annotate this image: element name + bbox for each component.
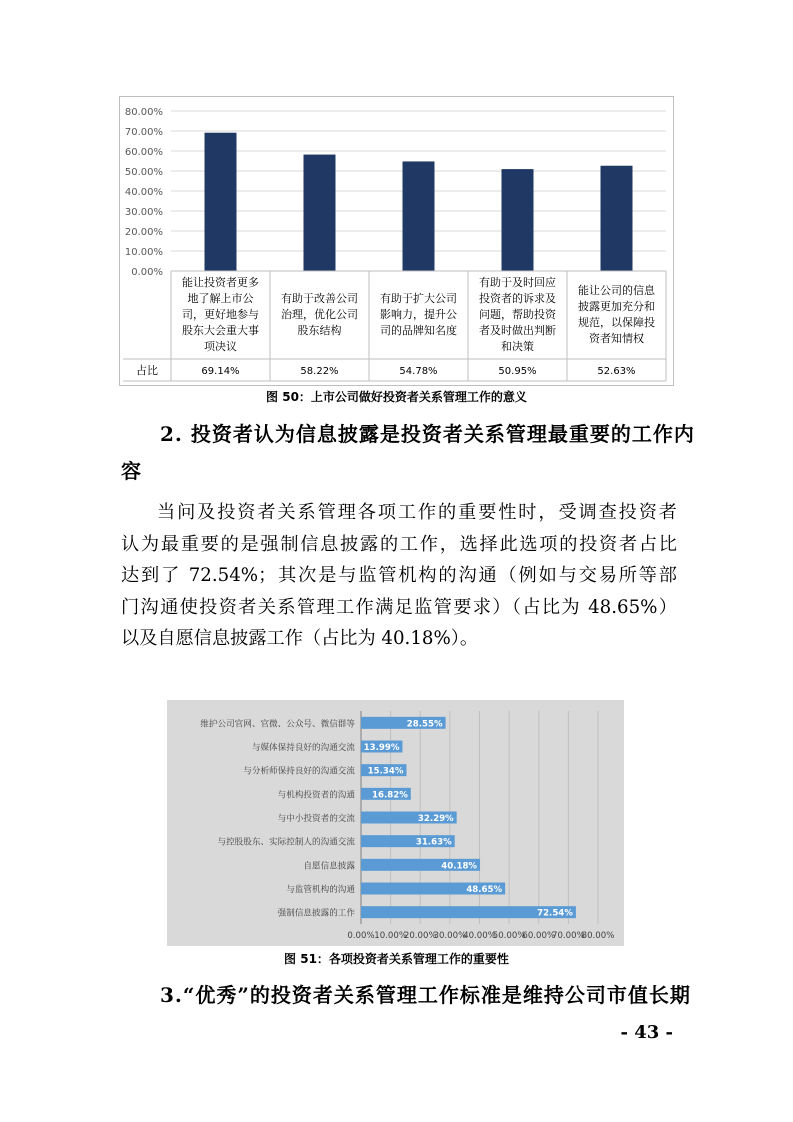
section-heading-2-line2: 容 (121, 459, 142, 483)
paragraph-line: 达到了 72.54%；其次是与监管机构的沟通（例如与交易所等部 (121, 565, 677, 586)
category-label: 与机构投资者的沟通 (277, 790, 355, 801)
bar (601, 166, 633, 271)
section-heading-2-line1: 2. 投资者认为信息披露是投资者关系管理最重要的工作内 (160, 422, 695, 446)
category-label-line: 披露更加充分和 (578, 300, 655, 313)
table-series-label: 占比 (136, 364, 158, 377)
table-value: 58.22% (300, 366, 339, 377)
y-tick-label: 40.00% (124, 187, 163, 198)
x-tick-label: 60.00% (522, 931, 556, 941)
bar (304, 155, 336, 271)
y-tick-label: 70.00% (124, 127, 163, 138)
x-tick-label: 0.00% (347, 931, 375, 941)
figure-51-chart (167, 700, 624, 946)
x-tick-label: 30.00% (433, 931, 467, 941)
category-label: 与媒体保持良好的沟通交流 (251, 743, 355, 753)
bar-value-label: 13.99% (363, 743, 400, 753)
bar-value-label: 15.34% (367, 766, 404, 777)
page-number: - 43 - (620, 1022, 673, 1043)
category-label-line: 有助于改善公司 (281, 292, 358, 305)
section-heading-3: 3.“优秀”的投资者关系管理工作标准是维持公司市值长期 (160, 983, 691, 1007)
x-tick-label: 70.00% (551, 931, 585, 941)
category-label-line: 影响力，提升公 (380, 308, 457, 321)
table-value: 52.63% (597, 366, 636, 377)
category-label-line: 者及时做出判断 (479, 324, 556, 337)
bar-value-label: 72.54% (537, 908, 573, 919)
category-label-line: 司的品牌知名度 (380, 324, 457, 337)
category-label: 自愿信息披露 (303, 861, 355, 872)
paragraph-line: 认为最重要的是强制信息披露的工作，选择此选项的投资者占比 (121, 533, 677, 555)
figure-51-caption: 图 51：各项投资者关系管理工作的重要性 (284, 952, 509, 966)
category-label-line: 有助于及时回应 (479, 276, 556, 289)
category-label-line: 问题，帮助投资 (479, 308, 556, 321)
category-label: 与监管机构的沟通 (286, 885, 355, 895)
category-label-line: 能让公司的信息 (578, 284, 655, 297)
x-tick-label: 20.00% (403, 931, 437, 941)
category-label (380, 291, 457, 337)
y-tick-label: 50.00% (124, 167, 163, 178)
category-label-line: 司，更好地参与 (182, 308, 259, 321)
figure-50-chart (119, 96, 674, 386)
paragraph-line: 以及自愿信息披露工作（占比为 40.18%）。 (121, 628, 479, 649)
bar-value-label: 48.65% (466, 885, 503, 895)
category-label-line: 治理，优化公司 (281, 308, 358, 321)
y-tick-label: 30.00% (124, 207, 163, 218)
y-tick-label: 80.00% (124, 107, 163, 118)
category-label-line: 项决议 (204, 340, 237, 353)
paragraph-line: 当问及投资者关系管理各项工作的重要性时，受调查投资者 (157, 502, 677, 523)
table-value: 69.14% (201, 366, 240, 377)
category-label-line: 股东结构 (297, 324, 342, 337)
bar (502, 169, 534, 271)
x-tick-label: 80.00% (581, 931, 615, 941)
x-tick-label: 40.00% (463, 931, 496, 941)
y-tick-label: 20.00% (124, 227, 163, 238)
category-label-line: 投资者的诉求及 (479, 292, 556, 305)
category-label-line: 规范，以保障投 (578, 316, 655, 329)
category-label-line: 股东大会重大事 (182, 324, 259, 337)
category-label: 与中小投资者的交流 (277, 814, 355, 824)
category-label: 与分析师保持良好的沟通交流 (243, 766, 355, 777)
bar (403, 161, 435, 271)
table-value: 50.95% (498, 366, 537, 377)
body-paragraph (121, 497, 677, 655)
category-label: 维护公司官网、官微、公众号、微信群等 (200, 719, 355, 730)
bar (205, 133, 237, 271)
table-value: 54.78% (399, 366, 438, 377)
category-label: 强制信息披露的工作 (277, 908, 355, 919)
bar-value-label: 16.82% (372, 790, 408, 801)
paragraph-line: 门沟通使投资者关系管理工作满足监管要求）（占比为 48.65%） (121, 596, 677, 618)
bar-value-label: 40.18% (441, 861, 478, 872)
figure-50-caption: 图 50：上市公司做好投资者关系管理工作的意义 (266, 390, 527, 404)
bar-value-label: 28.55% (406, 719, 443, 730)
category-label-line: 能让投资者更多 (182, 276, 259, 289)
category-label: 与控股股东、实际控制人的沟通交流 (217, 837, 355, 848)
bar-value-label: 32.29% (417, 814, 454, 824)
x-tick-label: 50.00% (492, 931, 526, 941)
x-tick-label: 10.00% (374, 931, 408, 941)
category-label-line: 和决策 (501, 340, 534, 353)
y-tick-label: 60.00% (124, 147, 163, 158)
y-tick-label: 0.00% (131, 267, 163, 278)
category-label-line: 地了解上市公 (187, 292, 254, 305)
category-label-line: 有助于扩大公司 (380, 292, 457, 305)
y-tick-label: 10.00% (124, 247, 163, 258)
category-label-line: 资者知情权 (589, 332, 644, 345)
bar-value-label: 31.63% (415, 837, 452, 848)
